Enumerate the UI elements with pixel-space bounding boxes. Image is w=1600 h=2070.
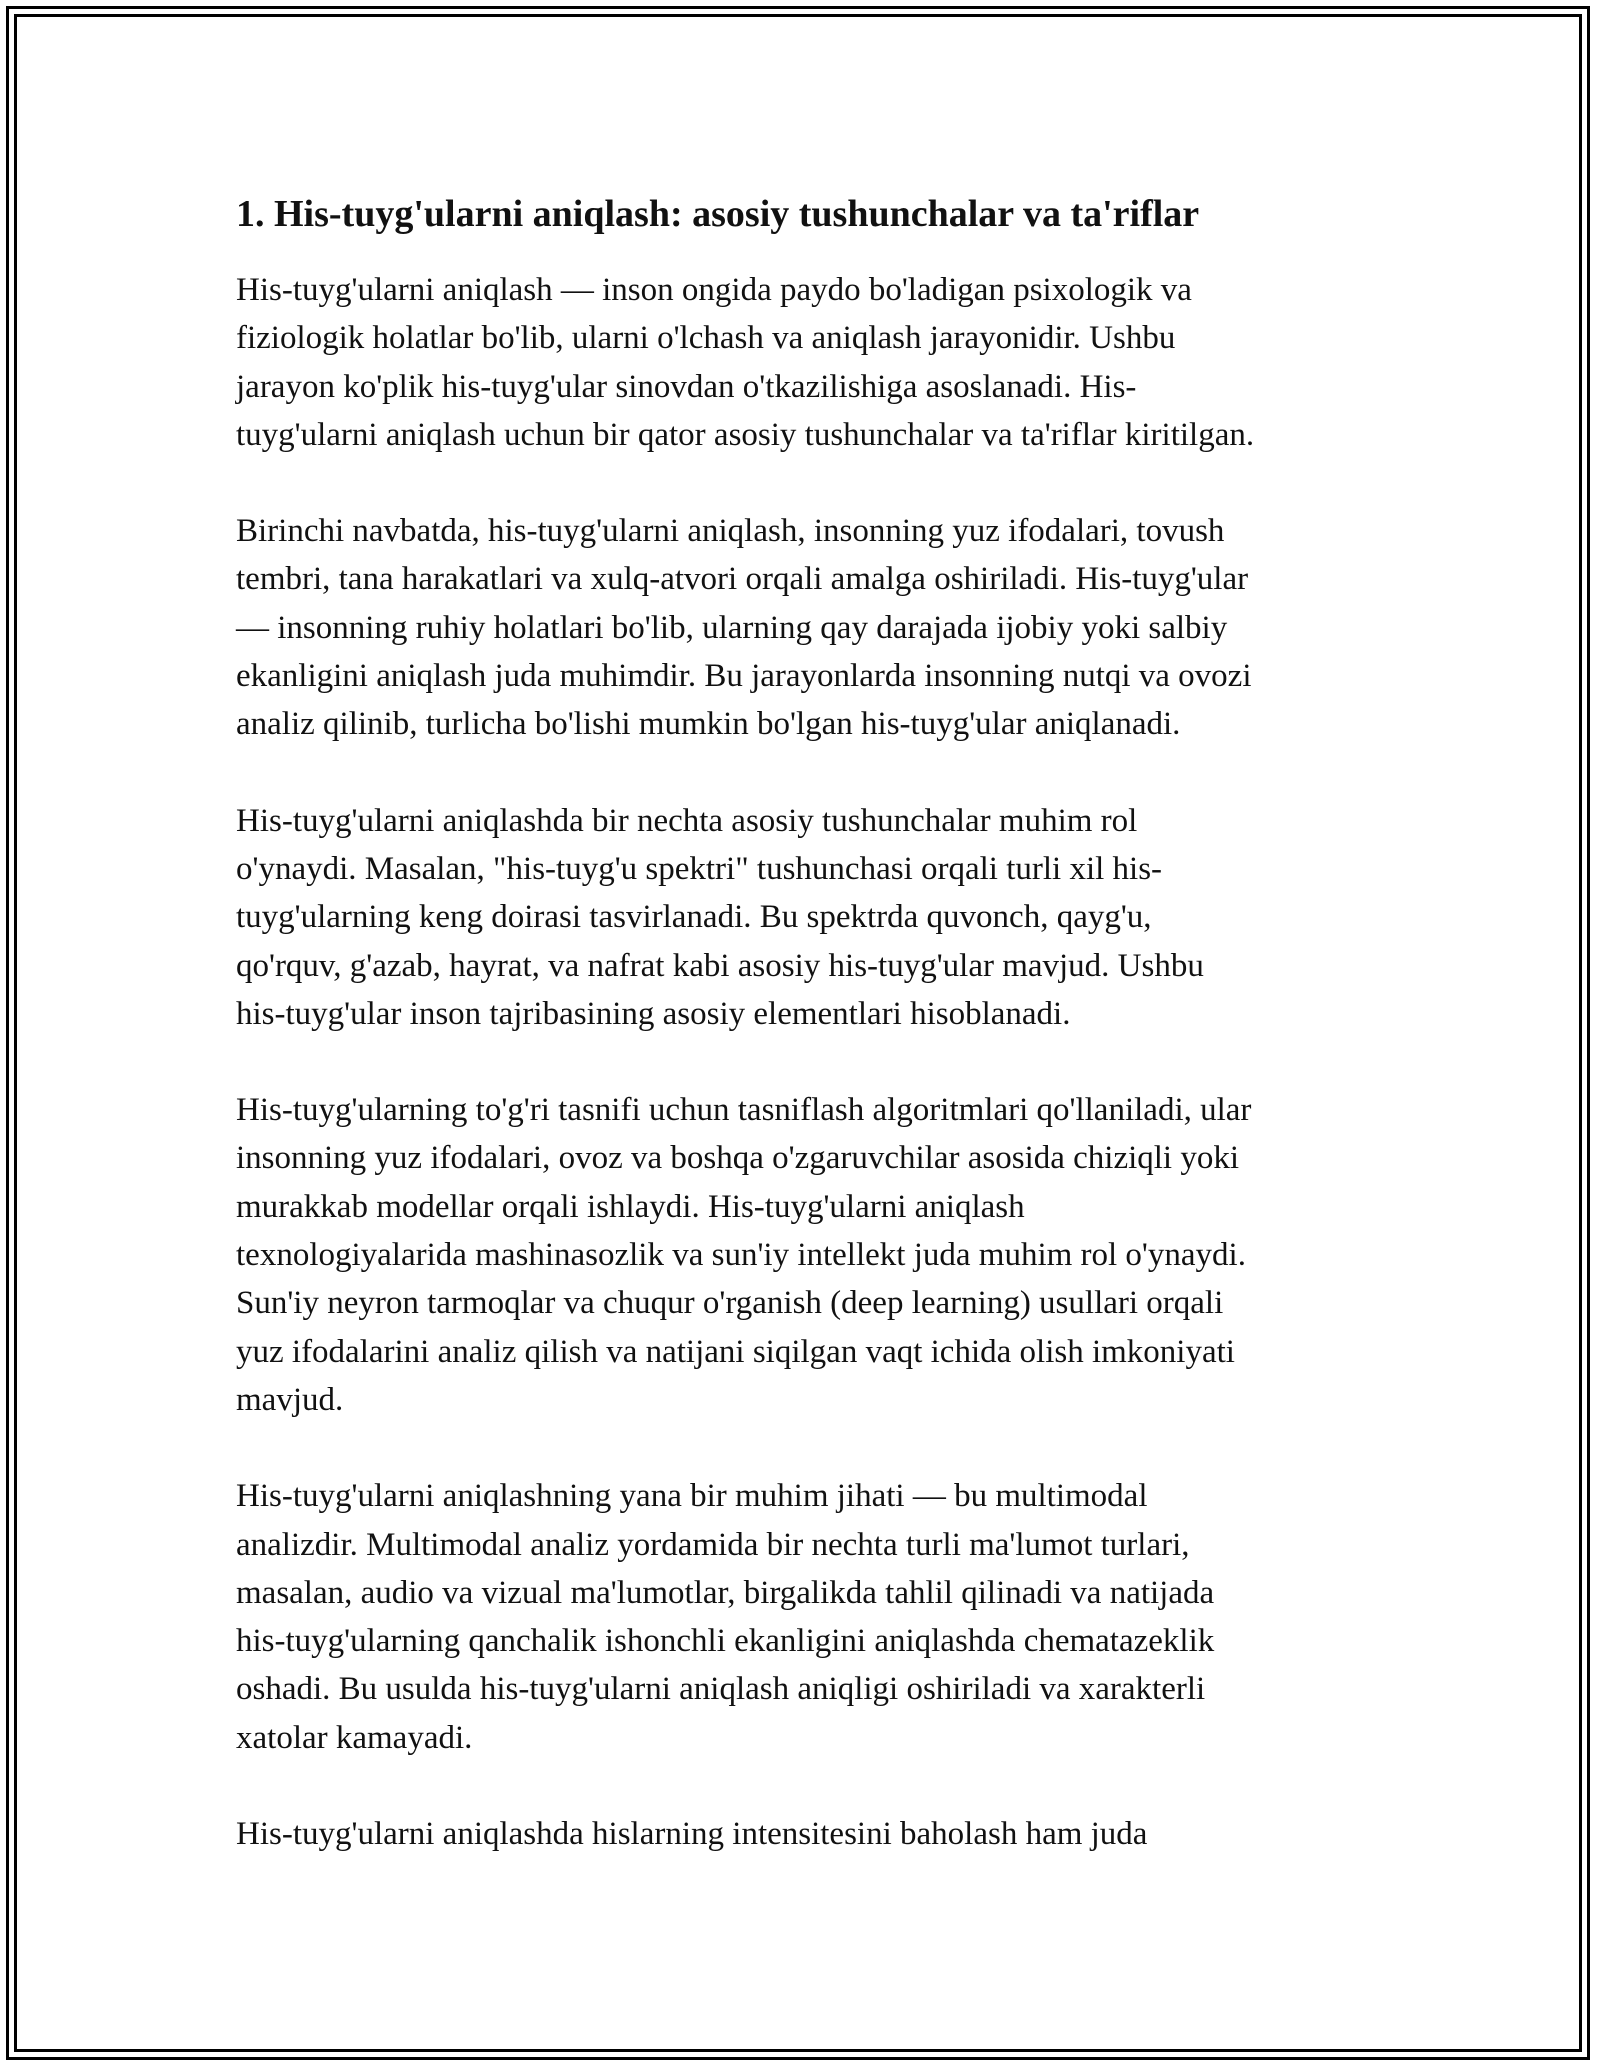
paragraph — [236, 1472, 1376, 1762]
paragraph-line: ekanligini aniqlash juda muhimdir. Bu jarayonlarda insonning nutqi va ovozi — [236, 658, 1252, 695]
paragraph — [236, 1086, 1376, 1424]
document-body — [236, 188, 1376, 1858]
paragraph-line: masalan, audio va vizual ma'lumotlar, birgalikda tahlil qilinadi va natijada — [236, 1574, 1215, 1611]
paragraph-line: fiziologik holatlar bo'lib, ularni o'lchash va aniqlash jarayonidir. Ushbu — [236, 320, 1176, 357]
paragraph-line: His-tuyg'ularni aniqlashning yana bir muhim jihati — bu multimodal — [236, 1478, 1148, 1515]
paragraph-line: His-tuyg'ularni aniqlash — inson ongida paydo bo'ladigan psixologik va — [236, 272, 1192, 308]
paragraph-line: Birinchi navbatda, his-tuyg'ularni aniqlash, insonning yuz ifodalari, tovush — [236, 513, 1225, 550]
paragraph-line: tuyg'ularning keng doirasi tasvirlanadi. Bu spektrda quvonch, qayg'u, — [236, 899, 1152, 936]
paragraph-line: his-tuyg'ularning qanchalik ishonchli ekanligini aniqlashda chematazeklik — [236, 1623, 1215, 1660]
paragraph-list — [236, 266, 1376, 1858]
paragraph-line: oshadi. Bu usulda his-tuyg'ularni aniqlash aniqligi oshiriladi va xarakterli — [236, 1671, 1206, 1708]
paragraph-line: tuyg'ularni aniqlash uchun bir qator asosiy tushunchalar va ta'riflar kiritilgan. — [236, 416, 1255, 453]
paragraph-line: his-tuyg'ular inson tajribasining asosiy elementlari hisoblanadi. — [236, 995, 1071, 1032]
paragraph-line: o'ynaydi. Masalan, "his-tuyg'u spektri" tushunchasi orqali turli xil his- — [236, 850, 1163, 887]
paragraph-line: His-tuyg'ularning to'g'ri tasnifi uchun tasniflash algoritmlari qo'llaniladi, ular — [236, 1092, 1252, 1129]
paragraph-line: analiz qilinib, turlicha bo'lishi mumkin bo'lgan his-tuyg'ular aniqlanadi. — [236, 706, 1181, 743]
paragraph-line: — insonning ruhiy holatlari bo'lib, ularning qay darajada ijobiy yoki salbiy — [236, 609, 1228, 646]
paragraph — [236, 1810, 1376, 1858]
paragraph — [236, 266, 1376, 459]
paragraph-line: His-tuyg'ularni aniqlashda hislarning intensitesini baholash ham juda — [236, 1816, 1148, 1853]
paragraph-line: jarayon ko'plik his-tuyg'ular sinovdan o'tkazilishiga asoslanadi. His- — [236, 368, 1137, 405]
paragraph — [236, 507, 1376, 748]
paragraph-line: texnologiyalarida mashinasozlik va sun'iy intellekt juda muhim rol o'ynaydi. — [236, 1237, 1246, 1274]
paragraph-line: qo'rquv, g'azab, hayrat, va nafrat kabi asosiy his-tuyg'ular mavjud. Ushbu — [236, 947, 1204, 984]
paragraph-line: tembri, tana harakatlari va xulq-atvori orqali amalga oshiriladi. His-tuyg'ular — [236, 561, 1249, 598]
paragraph-line: Sun'iy neyron tarmoqlar va chuqur o'rganish (deep learning) usullari orqali — [236, 1285, 1224, 1322]
paragraph — [236, 797, 1376, 1038]
paragraph-line: analizdir. Multimodal analiz yordamida bir nechta turli ma'lumot turlari, — [236, 1526, 1190, 1563]
paragraph-line: xatolar kamayadi. — [236, 1719, 473, 1756]
paragraph-line: His-tuyg'ularni aniqlashda bir nechta asosiy tushunchalar muhim rol — [236, 802, 1138, 839]
paragraph-line: insonning yuz ifodalari, ovoz va boshqa o'zgaruvchilar asosida chiziqli yoki — [236, 1140, 1240, 1177]
paragraph-line: yuz ifodalarini analiz qilish va natijani siqilgan vaqt ichida olish imkoniyati — [236, 1333, 1235, 1370]
paragraph-line: mavjud. — [236, 1381, 344, 1418]
paragraph-line: murakkab modellar orqali ishlaydi. His-tuyg'ularni aniqlash — [236, 1188, 1025, 1225]
section-heading: 1. His-tuyg'ularni aniqlash: asosiy tushunchalar va ta'riflar — [236, 193, 1200, 235]
